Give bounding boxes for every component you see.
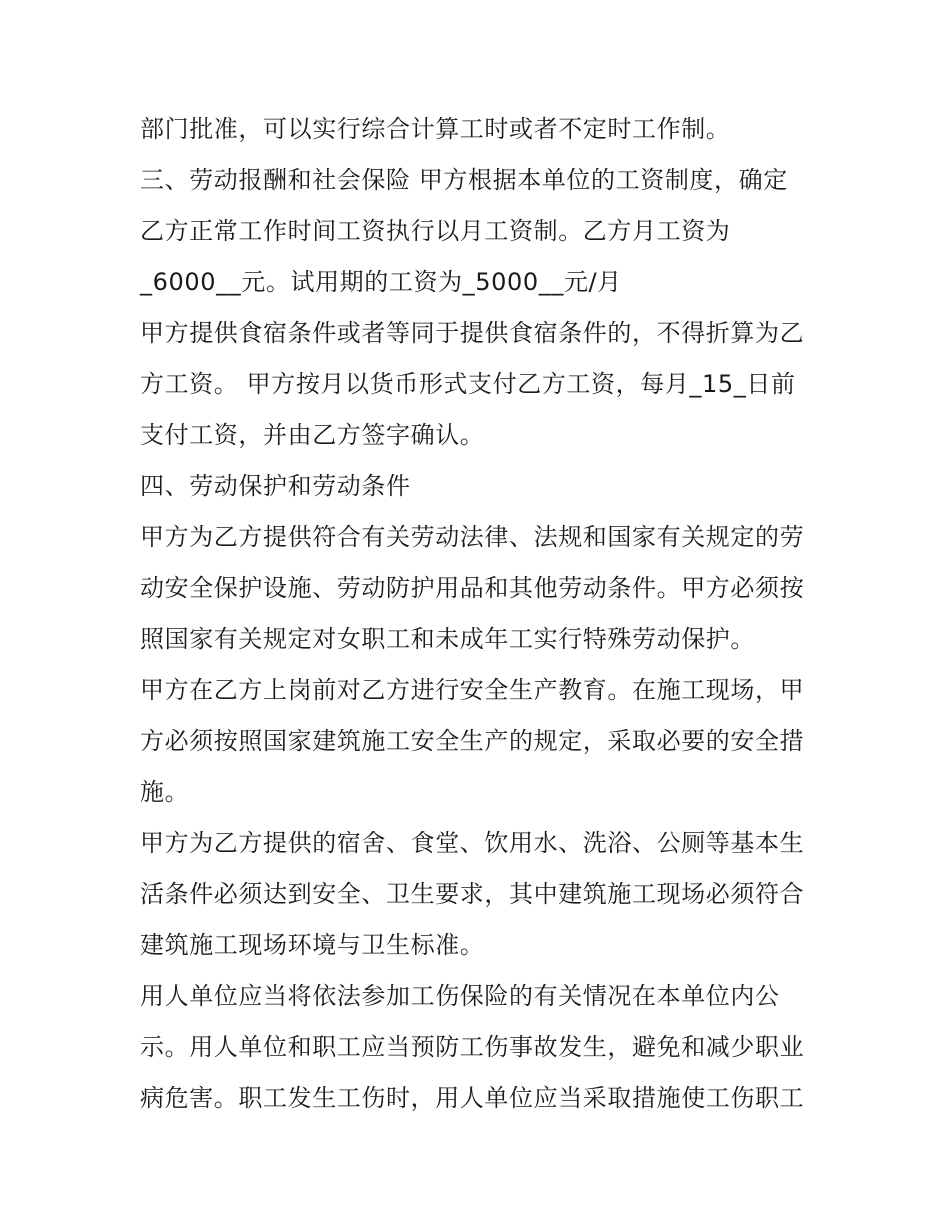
text-line: 照国家有关规定对女职工和未成年工实行特殊劳动保护。 xyxy=(140,625,755,653)
text-line: 示。用人单位和职工应当预防工伤事故发生，避免和减少职业 xyxy=(140,1033,805,1061)
document-body xyxy=(140,104,820,1124)
text-line: 甲方为乙方提供符合有关劳动法律、法规和国家有关规定的劳 xyxy=(140,523,805,551)
text-line: 动安全保护设施、劳动防护用品和其他劳动条件。甲方必须按 xyxy=(140,574,805,602)
section-heading-line: 三、劳动报酬和社会保险 甲方根据本单位的工资制度，确定 xyxy=(140,166,788,194)
section-heading-line: 四、劳动保护和劳动条件 xyxy=(140,472,411,500)
text-line: 方工资。 甲方按月以货币形式支付乙方工资，每月_15_日前 xyxy=(140,370,796,398)
text-line: 病危害。职工发生工伤时，用人单位应当采取措施使工伤职工 xyxy=(140,1084,805,1112)
text-line: 建筑施工现场环境与卫生标准。 xyxy=(140,931,485,959)
text-line: 部门批准，可以实行综合计算工时或者不定时工作制。 xyxy=(140,115,731,143)
text-line: 甲方在乙方上岗前对乙方进行安全生产教育。在施工现场，甲 xyxy=(140,676,805,704)
text-line: 方必须按照国家建筑施工安全生产的规定，采取必要的安全措 xyxy=(140,727,805,755)
text-line: 乙方正常工作时间工资执行以月工资制。乙方月工资为 xyxy=(140,217,731,245)
text-line: 用人单位应当将依法参加工伤保险的有关情况在本单位内公 xyxy=(140,982,780,1010)
text-line: 甲方为乙方提供的宿舍、食堂、饮用水、洗浴、公厕等基本生 xyxy=(140,829,805,857)
text-line: 支付工资，并由乙方签字确认。 xyxy=(140,421,485,449)
text-line: 甲方提供食宿条件或者等同于提供食宿条件的，不得折算为乙 xyxy=(140,319,805,347)
text-line: 活条件必须达到安全、卫生要求，其中建筑施工现场必须符合 xyxy=(140,880,805,908)
text-line: _6000__元。试用期的工资为_5000__元/月 xyxy=(140,268,622,296)
text-line: 施。 xyxy=(140,778,190,806)
